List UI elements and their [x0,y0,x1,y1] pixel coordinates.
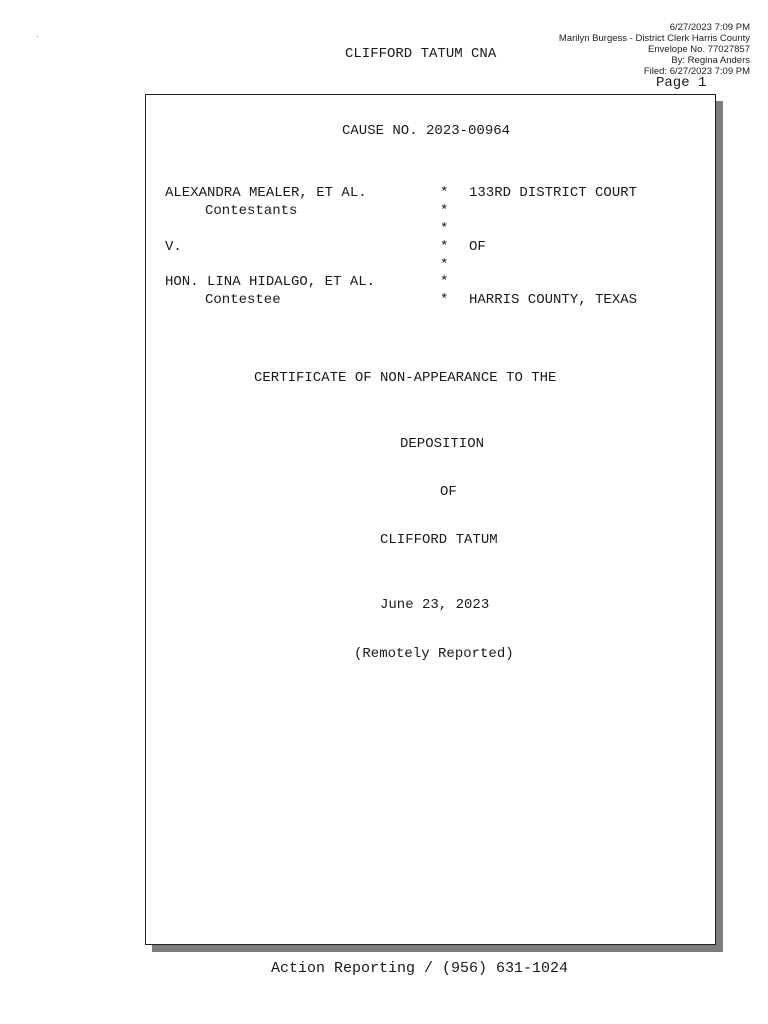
stamp-datetime: 6/27/2023 7:09 PM [669,22,750,33]
scan-dot [37,36,38,37]
court-line-2: OF [469,239,486,255]
caption-star: * [440,185,449,201]
caption-star: * [440,203,449,219]
caption-star: * [440,274,449,290]
party1-name: ALEXANDRA MEALER, ET AL. [165,185,367,201]
page-number: Page 1 [656,75,707,91]
party2-role: Contestee [205,292,281,308]
filing-stamp [559,22,750,77]
court-line-3: HARRIS COUNTY, TEXAS [469,292,638,308]
header-title: CLIFFORD TATUM CNA [345,46,497,62]
cause-number: CAUSE NO. 2023-00964 [342,123,511,139]
party2-name: HON. LINA HIDALGO, ET AL. [165,274,376,290]
party1-role: Contestants [205,203,298,219]
deposition-date: June 23, 2023 [380,597,490,613]
title-line-2: DEPOSITION [400,436,485,452]
caption-star: * [440,239,449,255]
caption-star: * [440,292,449,308]
stamp-by: By: Regina Anders [671,55,750,66]
caption-star: * [440,221,449,237]
footer-reporter: Action Reporting / (956) 631-1024 [271,960,569,977]
title-line-1: CERTIFICATE OF NON-APPEARANCE TO THE [254,370,557,386]
reporting-note: (Remotely Reported) [354,646,514,662]
versus: V. [165,239,182,255]
stamp-filed: Filed: 6/27/2023 7:09 PM [643,66,750,77]
stamp-clerk: Marilyn Burgess - District Clerk Harris County [558,33,750,44]
caption-star: * [440,257,449,273]
witness-name: CLIFFORD TATUM [380,532,498,548]
court-line-1: 133RD DISTRICT COURT [469,185,638,201]
stamp-envelope: Envelope No. 77027857 [648,44,750,55]
title-line-3: OF [440,484,457,500]
document-page [145,94,716,945]
